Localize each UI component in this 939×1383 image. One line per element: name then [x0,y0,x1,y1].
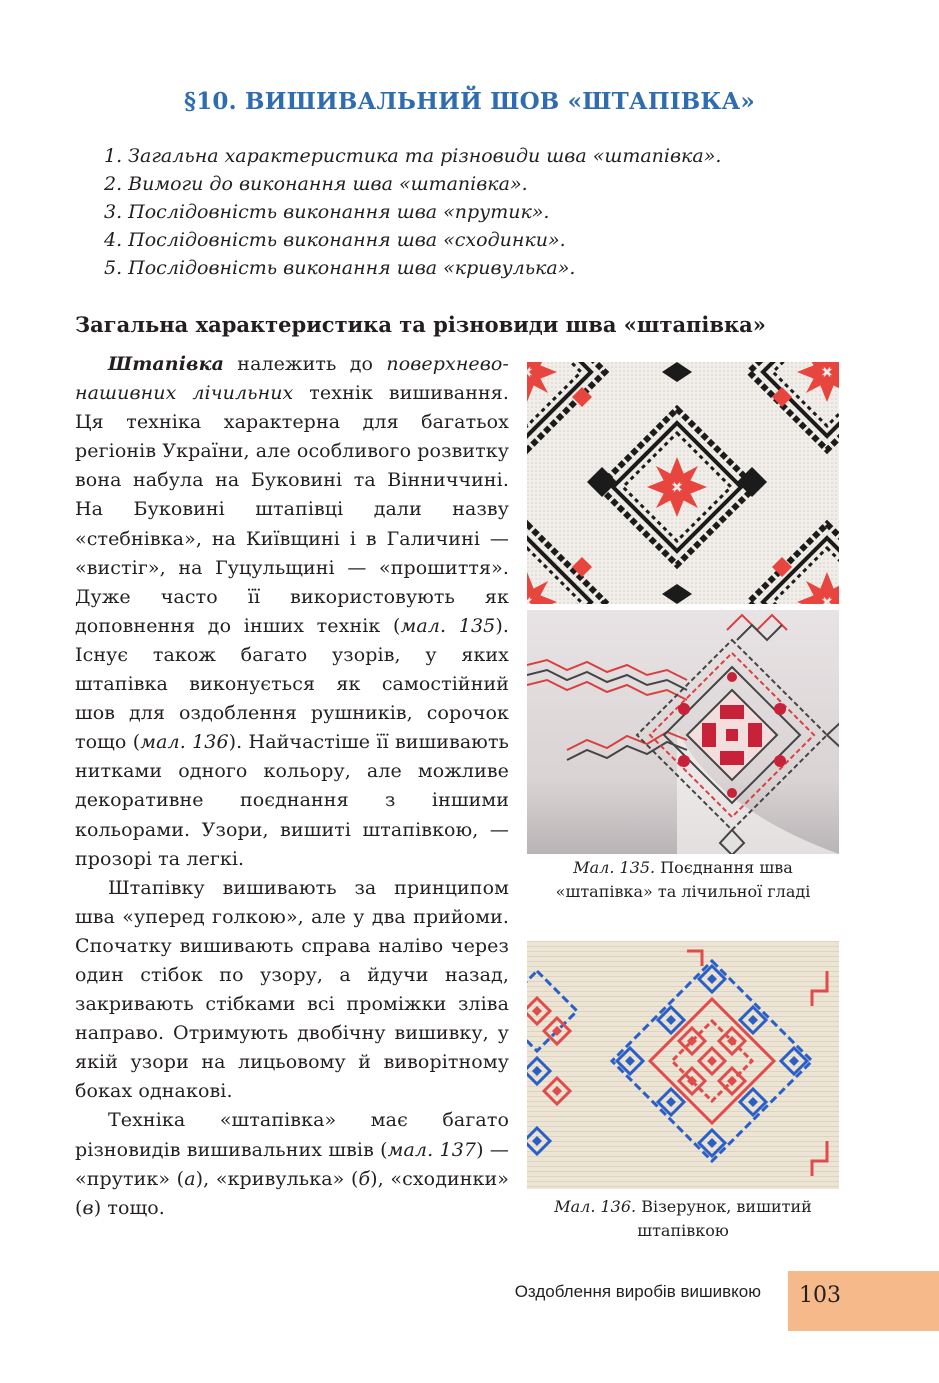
figure-ref: мал. 135 [400,614,496,637]
paragraph-1: Штапівка належить до поверхнево-нашивних лічильних технік вишивання. Ця техніка характерна для багатьох регіонів України, але особливого розвитку вона набула на Буковині та Вінниччині. На Буковині штапівці дали назву «стебнівка», на Київщині і в Галичині — «вистіг», на Гуцульщині — «прошиття». Дуже часто її використовують як доповнення до інших технік (мал. 135). Існує також багато узорів, у яких штапівка виконується як самостійний шов для оздоблення рушників, сорочок тощо (мал. 136). Найчастіше її вишивають нитками одного кольору, але можливе декоративне поєднання з іншими кольорами. Узори, вишиті штапівкою, — прозорі та легкі. [75,353,509,870]
lesson-plan [104,142,721,282]
figure-ref: мал. 136 [140,731,229,754]
figure-label: Мал. 135. [573,858,656,877]
paragraph-2: Штапівку вишивають за принципом шва «уперед голкою», але у два прийоми. Спочатку вишивають справа наліво через один стібок по узору, а йдучи назад, закривають стібками всі проміжки зліва направо. Отримують двобічну вишивку, у якій узори на лицьовому й виворітному боках однакові. [75,876,509,1103]
caption-fig-135: Мал. 135. Поєднання шва «штапівка» та лічильної гладі [555,858,811,901]
page-number-tab [788,1271,939,1331]
embroidery-photo-red-blue [527,941,839,1189]
page-number: 103 [799,1283,841,1308]
plan-item: 3. Послідовність виконання шва «прутик». [104,201,550,223]
plan-item: 1. Загальна характеристика та різновиди шва «штапівка». [104,145,722,167]
figure-ref: мал. 137 [387,1138,477,1161]
plan-item: 2. Вимоги до виконання шва «штапівка». [104,173,528,195]
figure-label: Мал. 136. [554,1197,637,1216]
caption-fig-136: Мал. 136. Візерунок, вишитий штапівкою [554,1197,812,1240]
plan-item: 4. Послідовність виконання шва «сходинки». [104,229,566,251]
embroidery-photo-combined [527,610,839,854]
section-heading: Загальна характеристика та різновиди шва «штапівка» [75,312,766,337]
paragraph-3: Техніка «штапівка» має багато різновидів вишивальних швів (мал. 137) — «прутик» (а), «кривулька» (б), «сходинки» (в) тощо. [75,1109,509,1219]
embroidery-photo-black-red [527,362,839,604]
plan-item: 5. Послідовність виконання шва «кривулька». [104,257,576,279]
body-text [75,350,509,1223]
running-footer: Оздоблення виробів вишивкою [514,1282,761,1301]
term-shtapivka: Штапівка [108,353,224,375]
page-title: §10. ВИШИВАЛЬНИЙ ШОВ «ШТАПІВКА» [184,88,755,115]
